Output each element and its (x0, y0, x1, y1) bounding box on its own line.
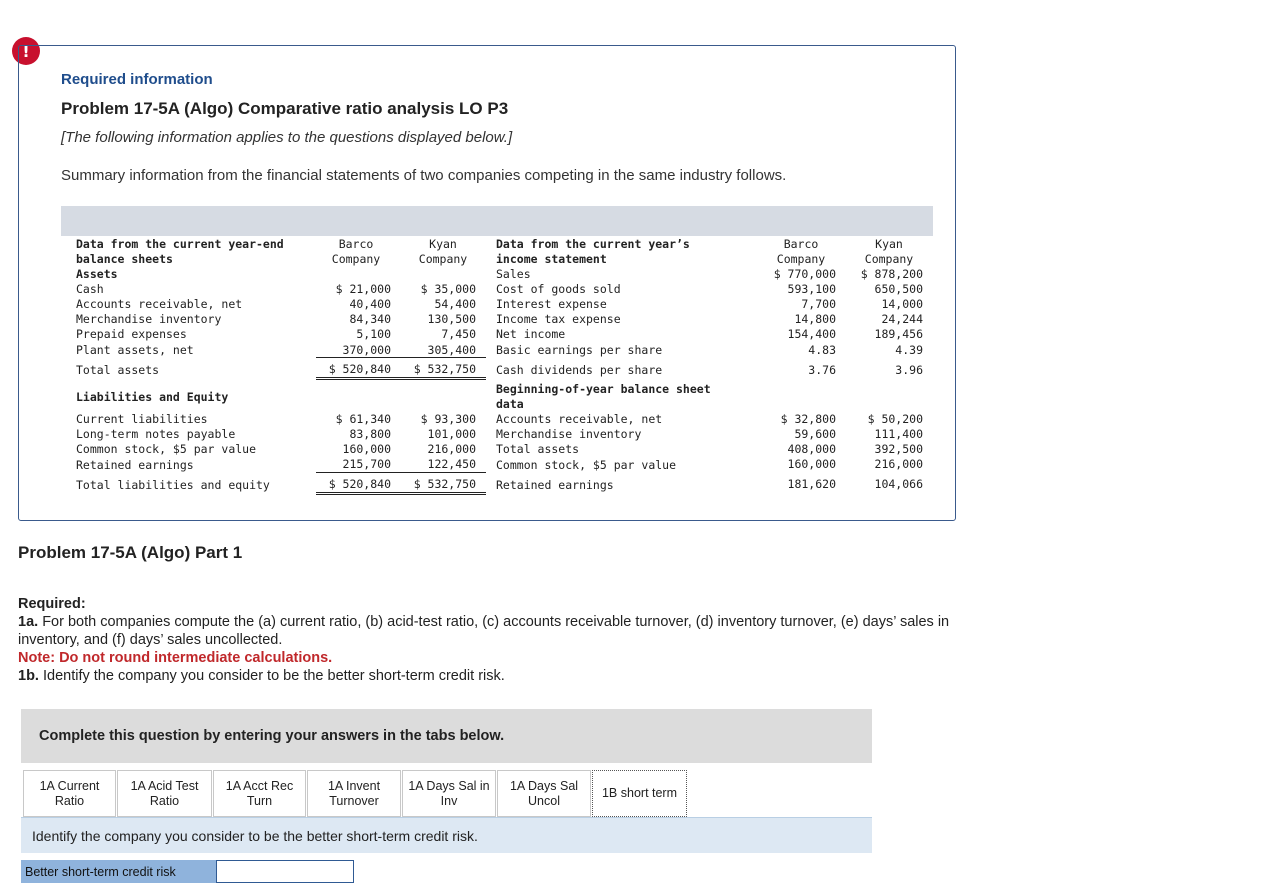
liabilities-heading: Liabilities and Equity (76, 390, 229, 404)
total-rule (316, 377, 486, 378)
col-head-kyan-right: Kyan Company (864, 237, 914, 266)
income-heading-2: income statement (496, 252, 607, 266)
tab-1a-acid-test-ratio[interactable]: 1A Acid Test Ratio (117, 770, 212, 817)
row-value-kyan: 305,400 (427, 343, 476, 357)
row-label: Interest expense (496, 297, 607, 311)
row-value-barco: $ 61,340 (335, 412, 391, 426)
col-head-barco-left: Barco Company (331, 237, 381, 266)
row-label: Retained earnings (76, 458, 194, 472)
row-value-kyan: 392,500 (874, 442, 923, 456)
row-value-barco: $ 520,840 (328, 362, 391, 376)
tab-1a-current-ratio[interactable]: 1A Current Ratio (23, 770, 116, 817)
row-value-barco: $ 21,000 (335, 282, 391, 296)
row-value-barco: 59,600 (794, 427, 836, 441)
total-rule (316, 494, 486, 495)
row-label: Cash dividends per share (496, 363, 663, 377)
row-value-kyan: 216,000 (427, 442, 476, 456)
row-value-barco: $ 32,800 (780, 412, 836, 426)
row-value-barco: 370,000 (342, 343, 391, 357)
total-rule (316, 492, 486, 493)
row-label: Merchandise inventory (76, 312, 222, 326)
answer-label: Better short-term credit risk (21, 860, 216, 883)
row-value-kyan: 189,456 (874, 327, 923, 341)
row-value-kyan: 24,244 (881, 312, 923, 326)
answer-input[interactable] (216, 860, 354, 883)
col-head-kyan-left: Kyan Company (418, 237, 468, 266)
row-value-kyan: 216,000 (874, 457, 923, 471)
tab-1a-days-sal-in-inv[interactable]: 1A Days Sal in Inv (402, 770, 496, 817)
row-value-kyan: 54,400 (434, 297, 476, 311)
row-label: Merchandise inventory (496, 427, 642, 441)
row-label: Accounts receivable, net (76, 297, 243, 311)
row-value-kyan: 104,066 (874, 477, 923, 491)
row-label: Prepaid expenses (76, 327, 187, 341)
rounding-note: Note: Do not round intermediate calculations. (18, 650, 333, 666)
row-value-barco: 3.76 (808, 363, 836, 377)
row-label: Long-term notes payable (76, 427, 236, 441)
row-label: Income tax expense (496, 312, 621, 326)
question-1b: 1b. Identify the company you consider to be the better short-term credit risk. (18, 668, 505, 684)
row-label: Current liabilities (76, 412, 208, 426)
row-value-kyan: $ 35,000 (420, 282, 476, 296)
row-value-barco: 14,800 (794, 312, 836, 326)
row-label: Basic earnings per share (496, 343, 663, 357)
row-label: Total assets (496, 442, 580, 456)
row-value-barco: 160,000 (342, 442, 391, 456)
summary-text: Summary information from the financial statements of two companies competing in the same industry follows. (61, 167, 787, 184)
row-value-kyan: $ 532,750 (413, 362, 476, 376)
required-label: Required: (18, 596, 86, 612)
beginning-heading-2: data (496, 397, 524, 411)
row-label: Cash (76, 282, 104, 296)
row-value-barco: 7,700 (801, 297, 836, 311)
row-value-kyan: $ 50,200 (867, 412, 923, 426)
row-value-barco: 40,400 (349, 297, 391, 311)
row-value-barco: 215,700 (342, 457, 391, 471)
problem-title: Problem 17-5A (Algo) Comparative ratio analysis LO P3 (61, 99, 509, 118)
row-value-barco: 408,000 (787, 442, 836, 456)
row-label: Net income (496, 327, 566, 341)
row-value-kyan: 101,000 (427, 427, 476, 441)
assets-heading: Assets (76, 267, 118, 281)
row-label: Total assets (76, 363, 160, 377)
row-value-kyan: 130,500 (427, 312, 476, 326)
row-label: Common stock, $5 par value (496, 458, 677, 472)
row-value-barco: 160,000 (787, 457, 836, 471)
row-value-kyan: 4.39 (895, 343, 923, 357)
row-value-kyan: $ 532,750 (413, 477, 476, 491)
tab-panel-prompt: Identify the company you consider to be the better short-term credit risk. (21, 817, 872, 853)
instruction-bar: Complete this question by entering your answers in the tabs below. (21, 709, 872, 763)
required-info-heading: Required information (61, 71, 213, 88)
row-value-barco: 83,800 (349, 427, 391, 441)
part-title: Problem 17-5A (Algo) Part 1 (18, 543, 243, 562)
row-value-barco: 593,100 (787, 282, 836, 296)
tab-1a-days-sal-uncol[interactable]: 1A Days Sal Uncol (497, 770, 591, 817)
row-label: Cost of goods sold (496, 282, 621, 296)
tab-1a-invent-turnover[interactable]: 1A Invent Turnover (307, 770, 401, 817)
applies-note: [The following information applies to the questions displayed below.] (61, 129, 513, 146)
row-value-barco: 5,100 (356, 327, 391, 341)
row-label: Sales (496, 267, 531, 281)
beginning-heading-1: Beginning-of-year balance sheet (496, 382, 711, 396)
row-value-kyan: 7,450 (441, 327, 476, 341)
row-value-kyan: 14,000 (881, 297, 923, 311)
tab-1b-short-term[interactable]: 1B short term (592, 770, 687, 817)
row-value-kyan: $ 93,300 (420, 412, 476, 426)
balance-sheet-heading-2: balance sheets (76, 252, 173, 266)
row-value-kyan: 650,500 (874, 282, 923, 296)
row-value-kyan: $ 878,200 (860, 267, 923, 281)
row-value-barco: $ 520,840 (328, 477, 391, 491)
total-rule (316, 379, 486, 380)
row-label: Plant assets, net (76, 343, 194, 357)
row-value-kyan: 3.96 (895, 363, 923, 377)
balance-sheet-heading-1: Data from the current year-end (76, 237, 284, 251)
row-label: Retained earnings (496, 478, 614, 492)
tab-1a-acct-rec-turn[interactable]: 1A Acct Rec Turn (213, 770, 306, 817)
row-label: Common stock, $5 par value (76, 442, 257, 456)
row-value-barco: 4.83 (808, 343, 836, 357)
income-heading-1: Data from the current year’s (496, 237, 690, 251)
total-rule (316, 357, 486, 358)
row-value-kyan: 111,400 (874, 427, 923, 441)
alert-icon: ! (12, 37, 40, 65)
total-rule (316, 472, 486, 473)
row-value-barco: 181,620 (787, 477, 836, 491)
row-label: Total liabilities and equity (76, 478, 270, 492)
row-value-kyan: 122,450 (427, 457, 476, 471)
row-value-barco: $ 770,000 (773, 267, 836, 281)
col-head-barco-right: Barco Company (776, 237, 826, 266)
row-label: Accounts receivable, net (496, 412, 663, 426)
question-1a: 1a. For both companies compute the (a) current ratio, (b) acid-test ratio, (c) accounts receivable turnover, (d) inventory turnover, (e) days’ sales in inventory, and (f) days’ sales uncollected. (18, 614, 950, 648)
row-value-barco: 84,340 (349, 312, 391, 326)
row-value-barco: 154,400 (787, 327, 836, 341)
